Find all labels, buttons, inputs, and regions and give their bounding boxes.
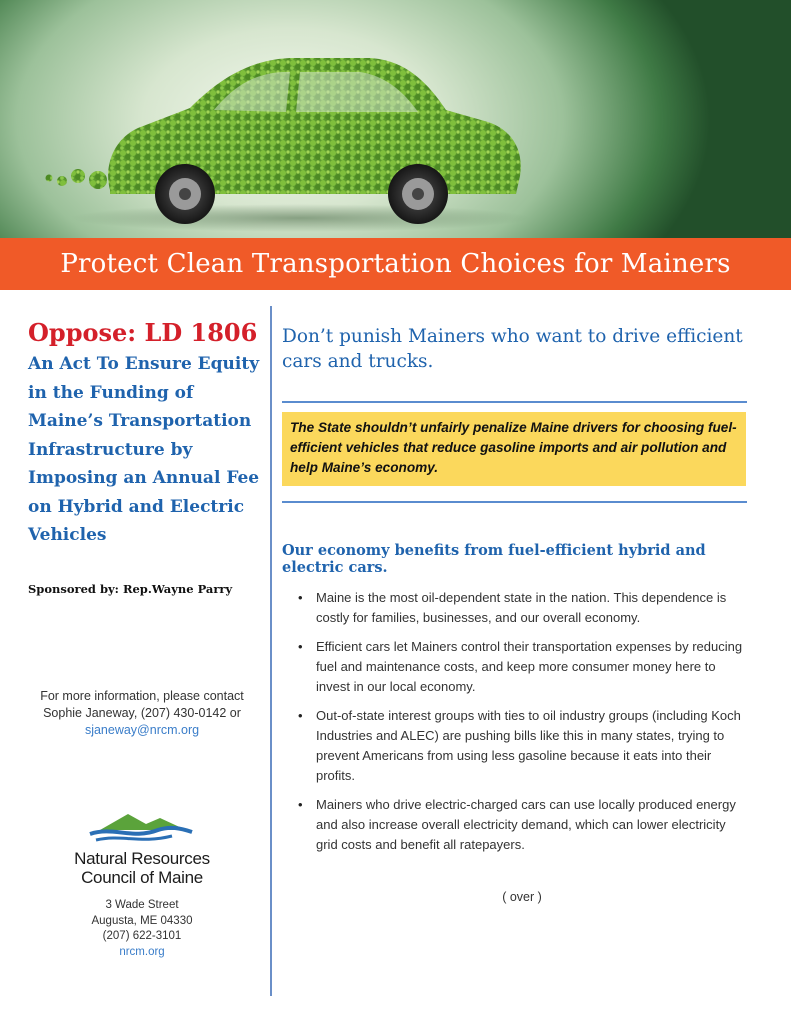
callout-box: The State shouldn’t unfairly penalize Maine drivers for choosing fuel-efficient vehicles that reduce gasoline imports and air pollution and help Maine’s economy.	[282, 412, 746, 486]
address-city: Augusta, ME 04330	[91, 914, 193, 927]
oppose-heading: Oppose: LD 1806	[28, 318, 258, 347]
bullet-icon: •	[298, 590, 303, 605]
over-indicator: ( over )	[502, 890, 542, 904]
address-street: 3 Wade Street	[105, 899, 179, 911]
main-headline: Don’t punish Mainers who want to drive efficient cars and trucks.	[282, 326, 743, 372]
address-block	[22, 898, 262, 960]
leafy-car-illustration	[0, 0, 791, 238]
column-divider	[270, 306, 272, 996]
contact-line-2: Sophie Janeway, (207) 430-0142 or	[43, 706, 241, 720]
list-item: • Efficient cars let Mainers control their transportation expenses by reducing fuel and maintenance costs, and keep more consumer money here to invest in our local economy.	[298, 639, 743, 694]
list-item: • Out-of-state interest groups with ties to oil industry groups (including Koch Industries and ALEC) are pushing bills like this in many states, trying to prevent Americans from using less gasoline because it eats into their profits.	[298, 708, 741, 783]
sponsor-name: Rep.Wayne Parry	[122, 582, 233, 596]
page-banner-title: Protect Clean Transportation Choices for Mainers	[0, 238, 791, 290]
river-mountain-logo-icon	[62, 808, 222, 844]
main-message	[282, 318, 752, 374]
act-title: An Act To Ensure Equity in the Funding of Maine’s Transportation Infrastructure by Imposing an Annual Fee on Hybrid and Electric Vehicles	[28, 354, 260, 545]
bullet-icon: •	[298, 639, 303, 654]
address-phone: (207) 622-3101	[102, 930, 182, 942]
rule-top	[282, 401, 747, 403]
bill-info	[28, 318, 266, 550]
hero-image	[0, 0, 791, 238]
economy-subhead: Our economy benefits from fuel-efficient hybrid and electric cars.	[282, 542, 706, 576]
sponsor-line	[28, 582, 268, 596]
bullet-icon: •	[298, 708, 303, 723]
logo-name-line-2: Council of Maine	[81, 868, 203, 887]
website-link[interactable]: nrcm.org	[119, 945, 165, 958]
rule-bottom	[282, 501, 747, 503]
bullet-icon: •	[298, 797, 303, 812]
contact-info	[22, 688, 262, 739]
contact-line-1: For more information, please contact	[40, 689, 244, 703]
benefits-list	[298, 588, 746, 864]
logo-name-line-1: Natural Resources	[74, 849, 210, 868]
nrcm-logo	[62, 808, 222, 887]
list-item: • Mainers who drive electric-charged cars can use locally produced energy and also increase overall electricity demand, which can lower electricity grid costs and benefit all ratepayers.	[298, 797, 736, 852]
list-item: • Maine is the most oil-dependent state in the nation. This dependence is costly for families, businesses, and our overall economy.	[298, 590, 727, 625]
sponsor-label: Sponsored by:	[28, 582, 119, 596]
contact-email-link[interactable]: sjaneway@nrcm.org	[84, 723, 200, 737]
